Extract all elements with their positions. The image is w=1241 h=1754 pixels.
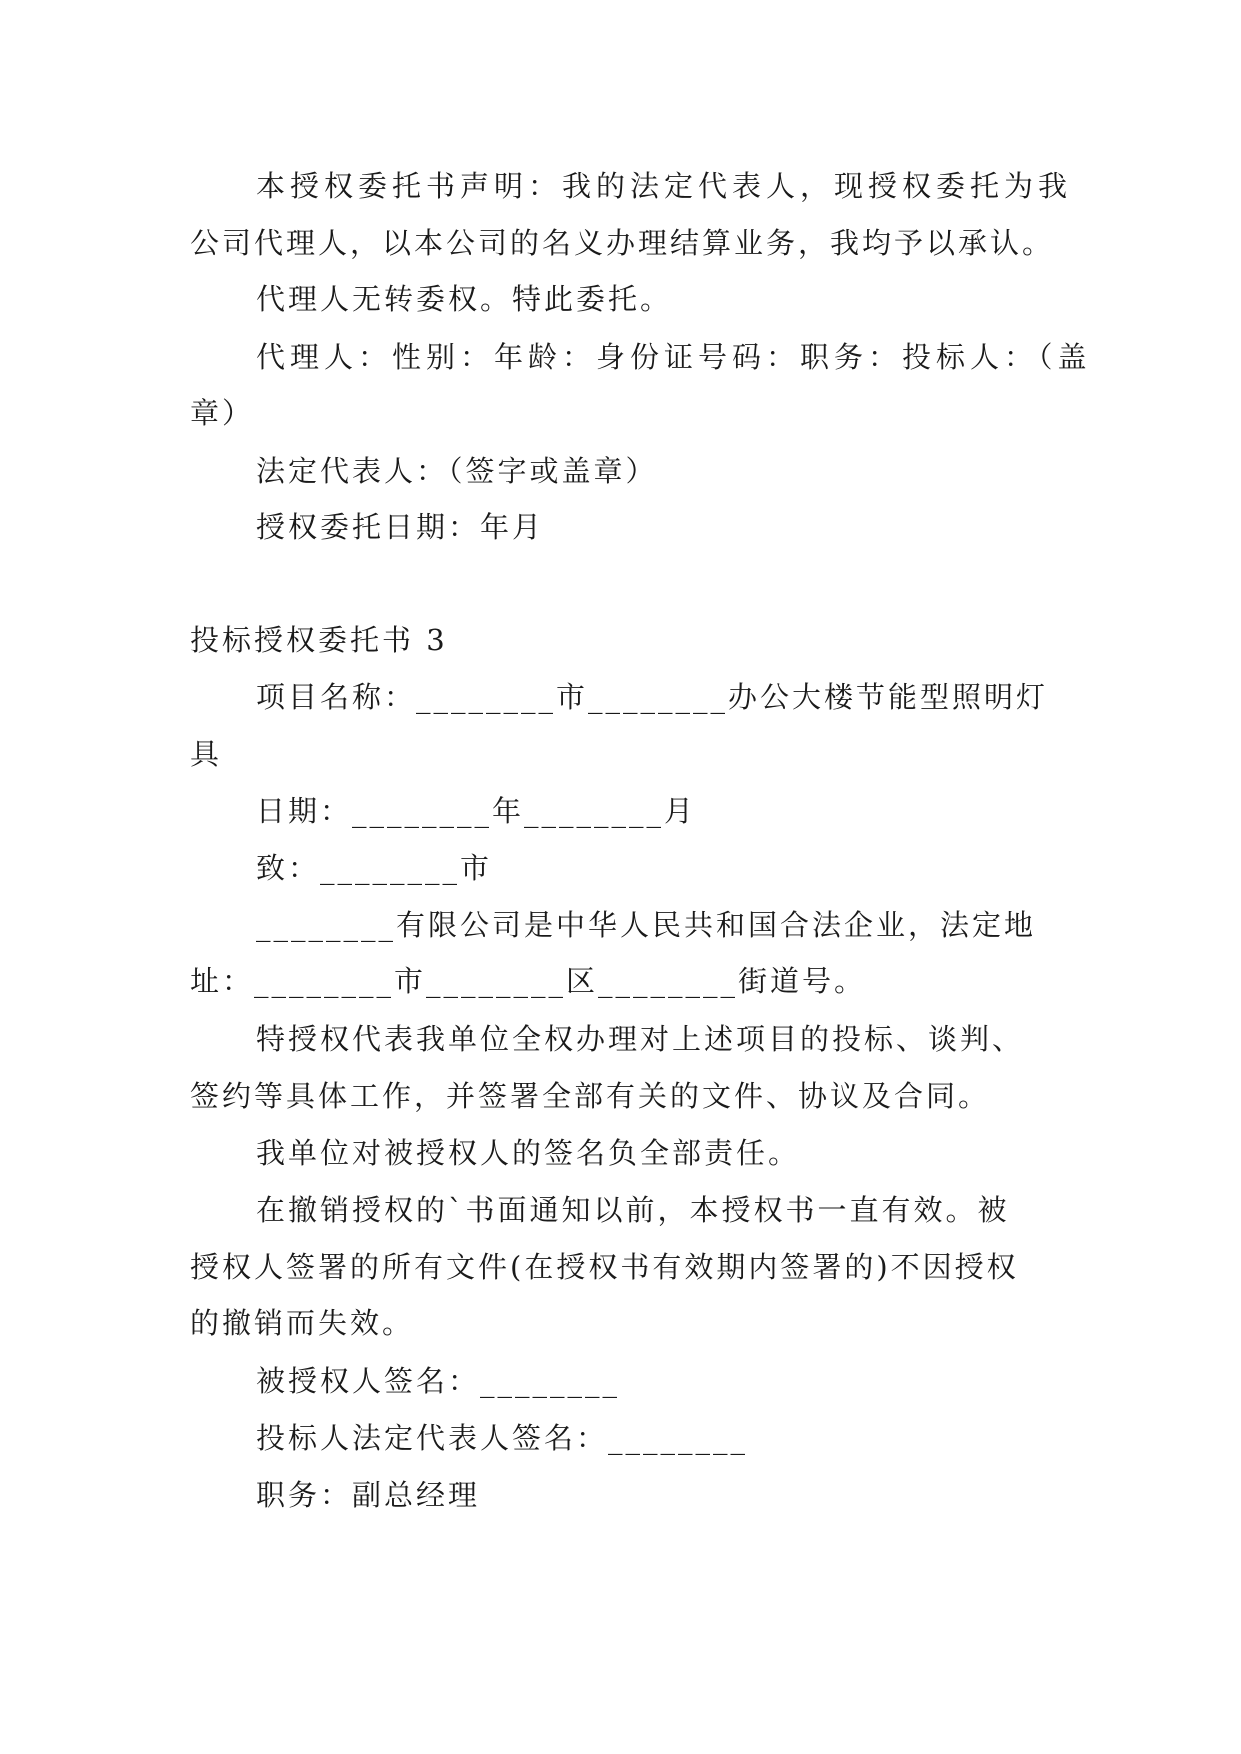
company-line-2: 址：________市________区________街道号。 xyxy=(190,964,867,998)
authorization-date-line: 授权委托日期：年月 xyxy=(256,510,545,544)
responsibility-line: 我单位对被授权人的签名负全部责任。 xyxy=(256,1136,801,1170)
validity-line-2: 授权人签署的所有文件(在授权书有效期内签署的)不因授权 xyxy=(190,1250,1019,1284)
grantee-signature-line: 被授权人签名：________ xyxy=(256,1364,621,1398)
agent-info-line-1: 代理人：性别：年龄：身份证号码：职务：投标人：（盖 xyxy=(256,340,1092,374)
recipient-line: 致：________市 xyxy=(256,851,493,885)
statement-line-2: 公司代理人，以本公司的名义办理结算业务，我均予以承认。 xyxy=(190,226,1055,260)
agent-info-line-2: 章） xyxy=(190,396,255,430)
legal-rep-signature-line: 投标人法定代表人签名：________ xyxy=(256,1421,749,1455)
date-line: 日期：________年________月 xyxy=(256,794,697,828)
authorize-line-1: 特授权代表我单位全权办理对上述项目的投标、谈判、 xyxy=(256,1022,1025,1056)
project-name-line-2: 具 xyxy=(190,737,223,771)
statement-line-1: 本授权委托书声明：我的法定代表人，现授权委托为我 xyxy=(256,169,1073,203)
position-line: 职务：副总经理 xyxy=(256,1478,481,1512)
section-heading: 投标授权委托书 3 xyxy=(190,623,448,657)
validity-line-3: 的撤销而失效。 xyxy=(190,1306,415,1340)
no-transfer-line: 代理人无转委权。特此委托。 xyxy=(256,282,673,316)
project-name-line-1: 项目名称：________市________办公大楼节能型照明灯 xyxy=(256,680,1049,714)
authorize-line-2: 签约等具体工作，并签署全部有关的文件、协议及合同。 xyxy=(190,1079,991,1113)
validity-line-1: 在撤销授权的`书面通知以前，本授权书一直有效。被 xyxy=(256,1193,1010,1227)
legal-rep-line: 法定代表人：（签字或盖章） xyxy=(256,454,658,488)
company-line-1: ________有限公司是中华人民共和国合法企业，法定地 xyxy=(256,908,1037,942)
